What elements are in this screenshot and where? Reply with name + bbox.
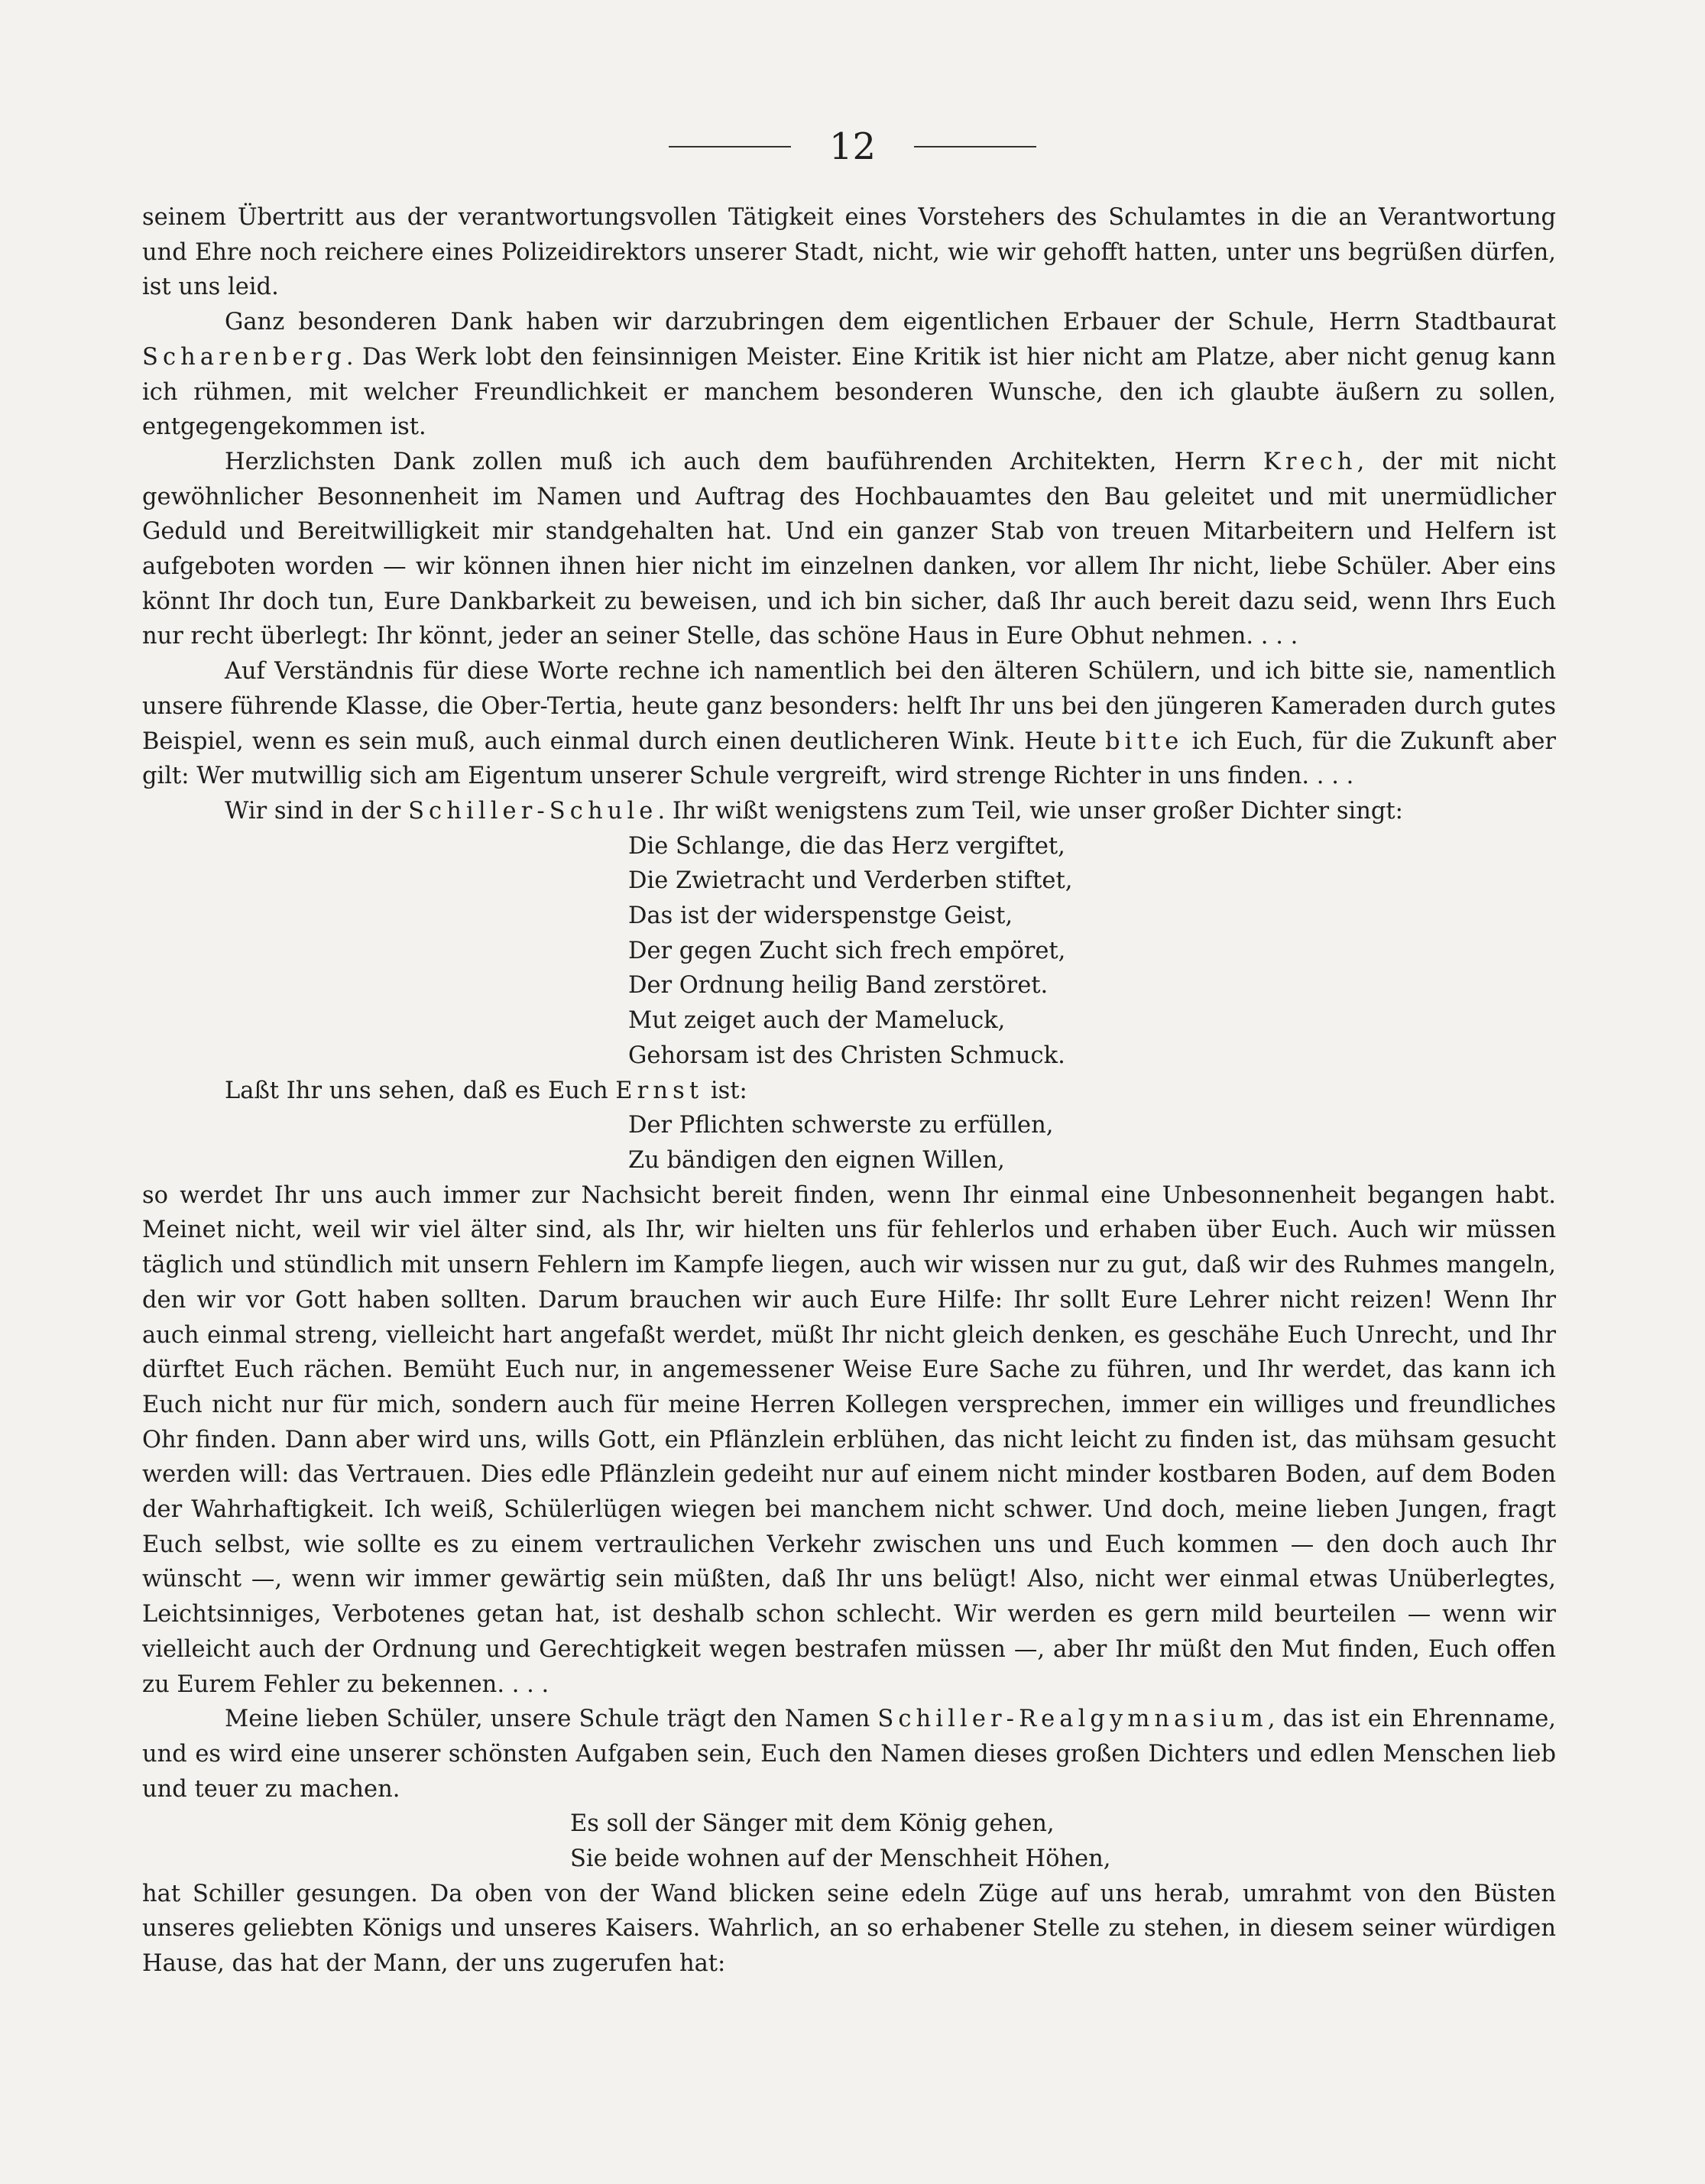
text-run: Auf Verständnis für diese Worte rechne ich namentlich bei den älteren Schülern, und ich bitte sie, namentlich unsere führende Klasse, die Ober-Tertia, heute ganz besonders: helft Ihr uns bei den jüngeren Kameraden durch gutes Beispiel, wenn es sein muß, auch einmal durch einen deutlicheren Wink. Heute [142, 658, 1556, 755]
poem-line: Es soll der Sänger mit dem König gehen, [570, 1810, 1055, 1838]
text-run: ist: [703, 1077, 747, 1104]
text-run: Meine lieben Schüler, unsere Schule trägt den Namen [225, 1706, 878, 1733]
poem-line: Die Schlange, die das Herz vergiftet, [628, 832, 1065, 860]
paragraph: seinem Übertritt aus der verantwortungsvollen Tätigkeit eines Vorstehers des Schulamtes in die an Verantwortung und Ehre noch reichere eines Polizeidirektors unserer Stadt, nicht, wie wir gehofft hatten, unter uns begrüßen dürfen, ist uns leid. [142, 204, 1556, 301]
spaced-name: Krech [1263, 448, 1357, 475]
paragraph [142, 1702, 1556, 1806]
spaced-emphasis: bitte [1105, 727, 1184, 755]
header-rule-right [914, 146, 1036, 147]
header-rule-left [669, 146, 791, 147]
text-run: Laßt Ihr uns sehen, daß es Euch [225, 1077, 616, 1104]
spaced-name: Schiller-Schule [408, 797, 658, 825]
poem-line: Die Zwietracht und Verderben stiftet, [628, 867, 1073, 895]
text-run: ich Euch, für die Zukunft aber gilt: Wer mutwillig sich am Eigentum unserer Schule vergreift, wird strenge Richter in uns finden. . . . [142, 727, 1556, 790]
paragraph: so werdet Ihr uns auch immer zur Nachsicht bereit finden, wenn Ihr einmal eine Unbesonnenheit begangen habt. Meinet nicht, weil wir viel älter sind, als Ihr, wir hielten uns für fehlerlos und erhaben über Euch. Auch wir müssen täglich und stündlich mit unsern Fehlern im Kampfe liegen, auch wir wissen nur zu gut, daß wir des Ruhmes mangeln, den wir vor Gott haben sollten. Darum brauchen wir auch Eure Hilfe: Ihr sollt Eure Lehrer nicht reizen! Wenn Ihr auch einmal streng, vielleicht hart angefaßt werdet, müßt Ihr nicht gleich denken, es geschähe Euch Unrecht, und Ihr dürftet Euch rächen. Bemüht Euch nur, in angemessener Weise Eure Sache zu führen, und Ihr werdet, das kann ich Euch nicht nur für mich, sondern auch für meine Herren Kollegen versprechen, immer ein williges und freundliches Ohr finden. Dann aber wird uns, wills Gott, ein Pflänzlein erblühen, das nicht leicht zu finden ist, das mühsam gesucht werden will: das Vertrauen. Dies edle Pflänzlein gedeiht nur auf einem nicht minder kostbaren Boden, auf dem Boden der Wahrhaftigkeit. Ich weiß, Schülerlügen wiegen bei manchem nicht schwer. Und doch, meine lieben Jungen, fragt Euch selbst, wie sollte es zu einem vertraulichen Verkehr zwischen uns und Euch kommen — den doch auch Ihr wünscht —, wenn wir immer gewärtig sein müßten, daß Ihr uns belügt! Also, nicht wer einmal etwas Unüberlegtes, Leichtsinniges, Verbotenes getan hat, ist deshalb schon schlecht. Wir werden es gern mild beurteilen — wenn wir vielleicht auch der Ordnung und Gerechtigkeit wegen bestrafen müssen —, aber Ihr müßt den Mut finden, Euch offen zu Eurem Fehler zu bekennen. . . . [142, 1181, 1556, 1698]
poem-line: Der Ordnung heilig Band zerstöret. [628, 972, 1049, 1000]
text-run: Herzlichsten Dank zollen muß ich auch dem bauführenden Architekten, Herrn [225, 448, 1263, 475]
text-run: Wir sind in der [225, 797, 409, 825]
paragraph [142, 794, 1556, 829]
spaced-emphasis: Ernst [615, 1077, 704, 1104]
spaced-name: Scharenberg [142, 343, 346, 371]
poem-line: Das ist der widerspenstge Geist, [628, 902, 1013, 930]
poem-line: Mut zeiget auch der Mameluck, [628, 1007, 1006, 1035]
text-run: , der mit nicht gewöhnlicher Besonnenheit im Namen und Auftrag des Hochbauamtes den Bau geleitet und mit unermüdlicher Geduld und Bereitwilligkeit mir standgehalten hat. Und ein ganzer Stab von treuen Mitarbeitern und Helfern ist aufgeboten worden — wir können ihnen hier nicht im einzelnen danken, vor allem Ihr nicht, liebe Schüler. Aber eins könnt Ihr doch tun, Eure Dankbarkeit zu beweisen, und ich bin sicher, daß Ihr auch bereit dazu seid, wenn Ihrs Euch nur recht überlegt: Ihr könnt, jeder an seiner Stelle, das schöne Haus in Eure Obhut nehmen. . . . [142, 448, 1556, 650]
paragraph [142, 654, 1556, 794]
poem-line: Der Pflichten schwerste zu erfüllen, [628, 1112, 1054, 1139]
poem-block [142, 829, 1556, 1074]
spaced-name: Schiller-Realgymnasium [877, 1706, 1268, 1733]
poem-line: Gehorsam ist des Christen Schmuck. [628, 1042, 1065, 1069]
paragraph [142, 305, 1556, 445]
page-number: 12 [828, 125, 877, 168]
poem-line: Sie beide wohnen auf der Menschheit Höhen, [570, 1845, 1111, 1873]
poem-block [142, 1806, 1556, 1876]
text-run: . Das Werk lobt den feinsinnigen Meister. Eine Kritik ist hier nicht am Platze, aber nicht genug kann ich rühmen, mit welcher Freundlichkeit er manchem besonderen Wunsche, den ich glaubte äußern zu sollen, entgegengekommen ist. [142, 343, 1556, 441]
paragraph [142, 445, 1556, 654]
paragraph: hat Schiller gesungen. Da oben von der Wand blicken seine edeln Züge auf uns herab, umrahmt von den Büsten unseres geliebten Königs und unseres Kaisers. Wahrlich, an so erhabener Stelle zu stehen, in diesem seiner würdigen Hause, das hat der Mann, der uns zugerufen hat: [142, 1880, 1556, 1978]
text-run: Ganz besonderen Dank haben wir darzubringen dem eigentlichen Erbauer der Schule, Herrn Stadtbaurat [225, 309, 1556, 336]
paragraph [142, 1074, 1556, 1109]
poem-block [142, 1108, 1556, 1178]
page-header [0, 124, 1705, 170]
text-run: , das ist ein Ehrenname, und es wird eine unserer schönsten Aufgaben sein, Euch den Namen dieses großen Dichters und edlen Menschen lieb und teuer zu machen. [142, 1706, 1556, 1803]
text-run: . Ihr wißt wenigstens zum Teil, wie unser großer Dichter singt: [657, 797, 1403, 825]
poem-line: Zu bändigen den eignen Willen, [628, 1146, 1005, 1174]
poem-line: Der gegen Zucht sich frech empöret, [628, 937, 1066, 964]
body-text [142, 200, 1556, 1981]
